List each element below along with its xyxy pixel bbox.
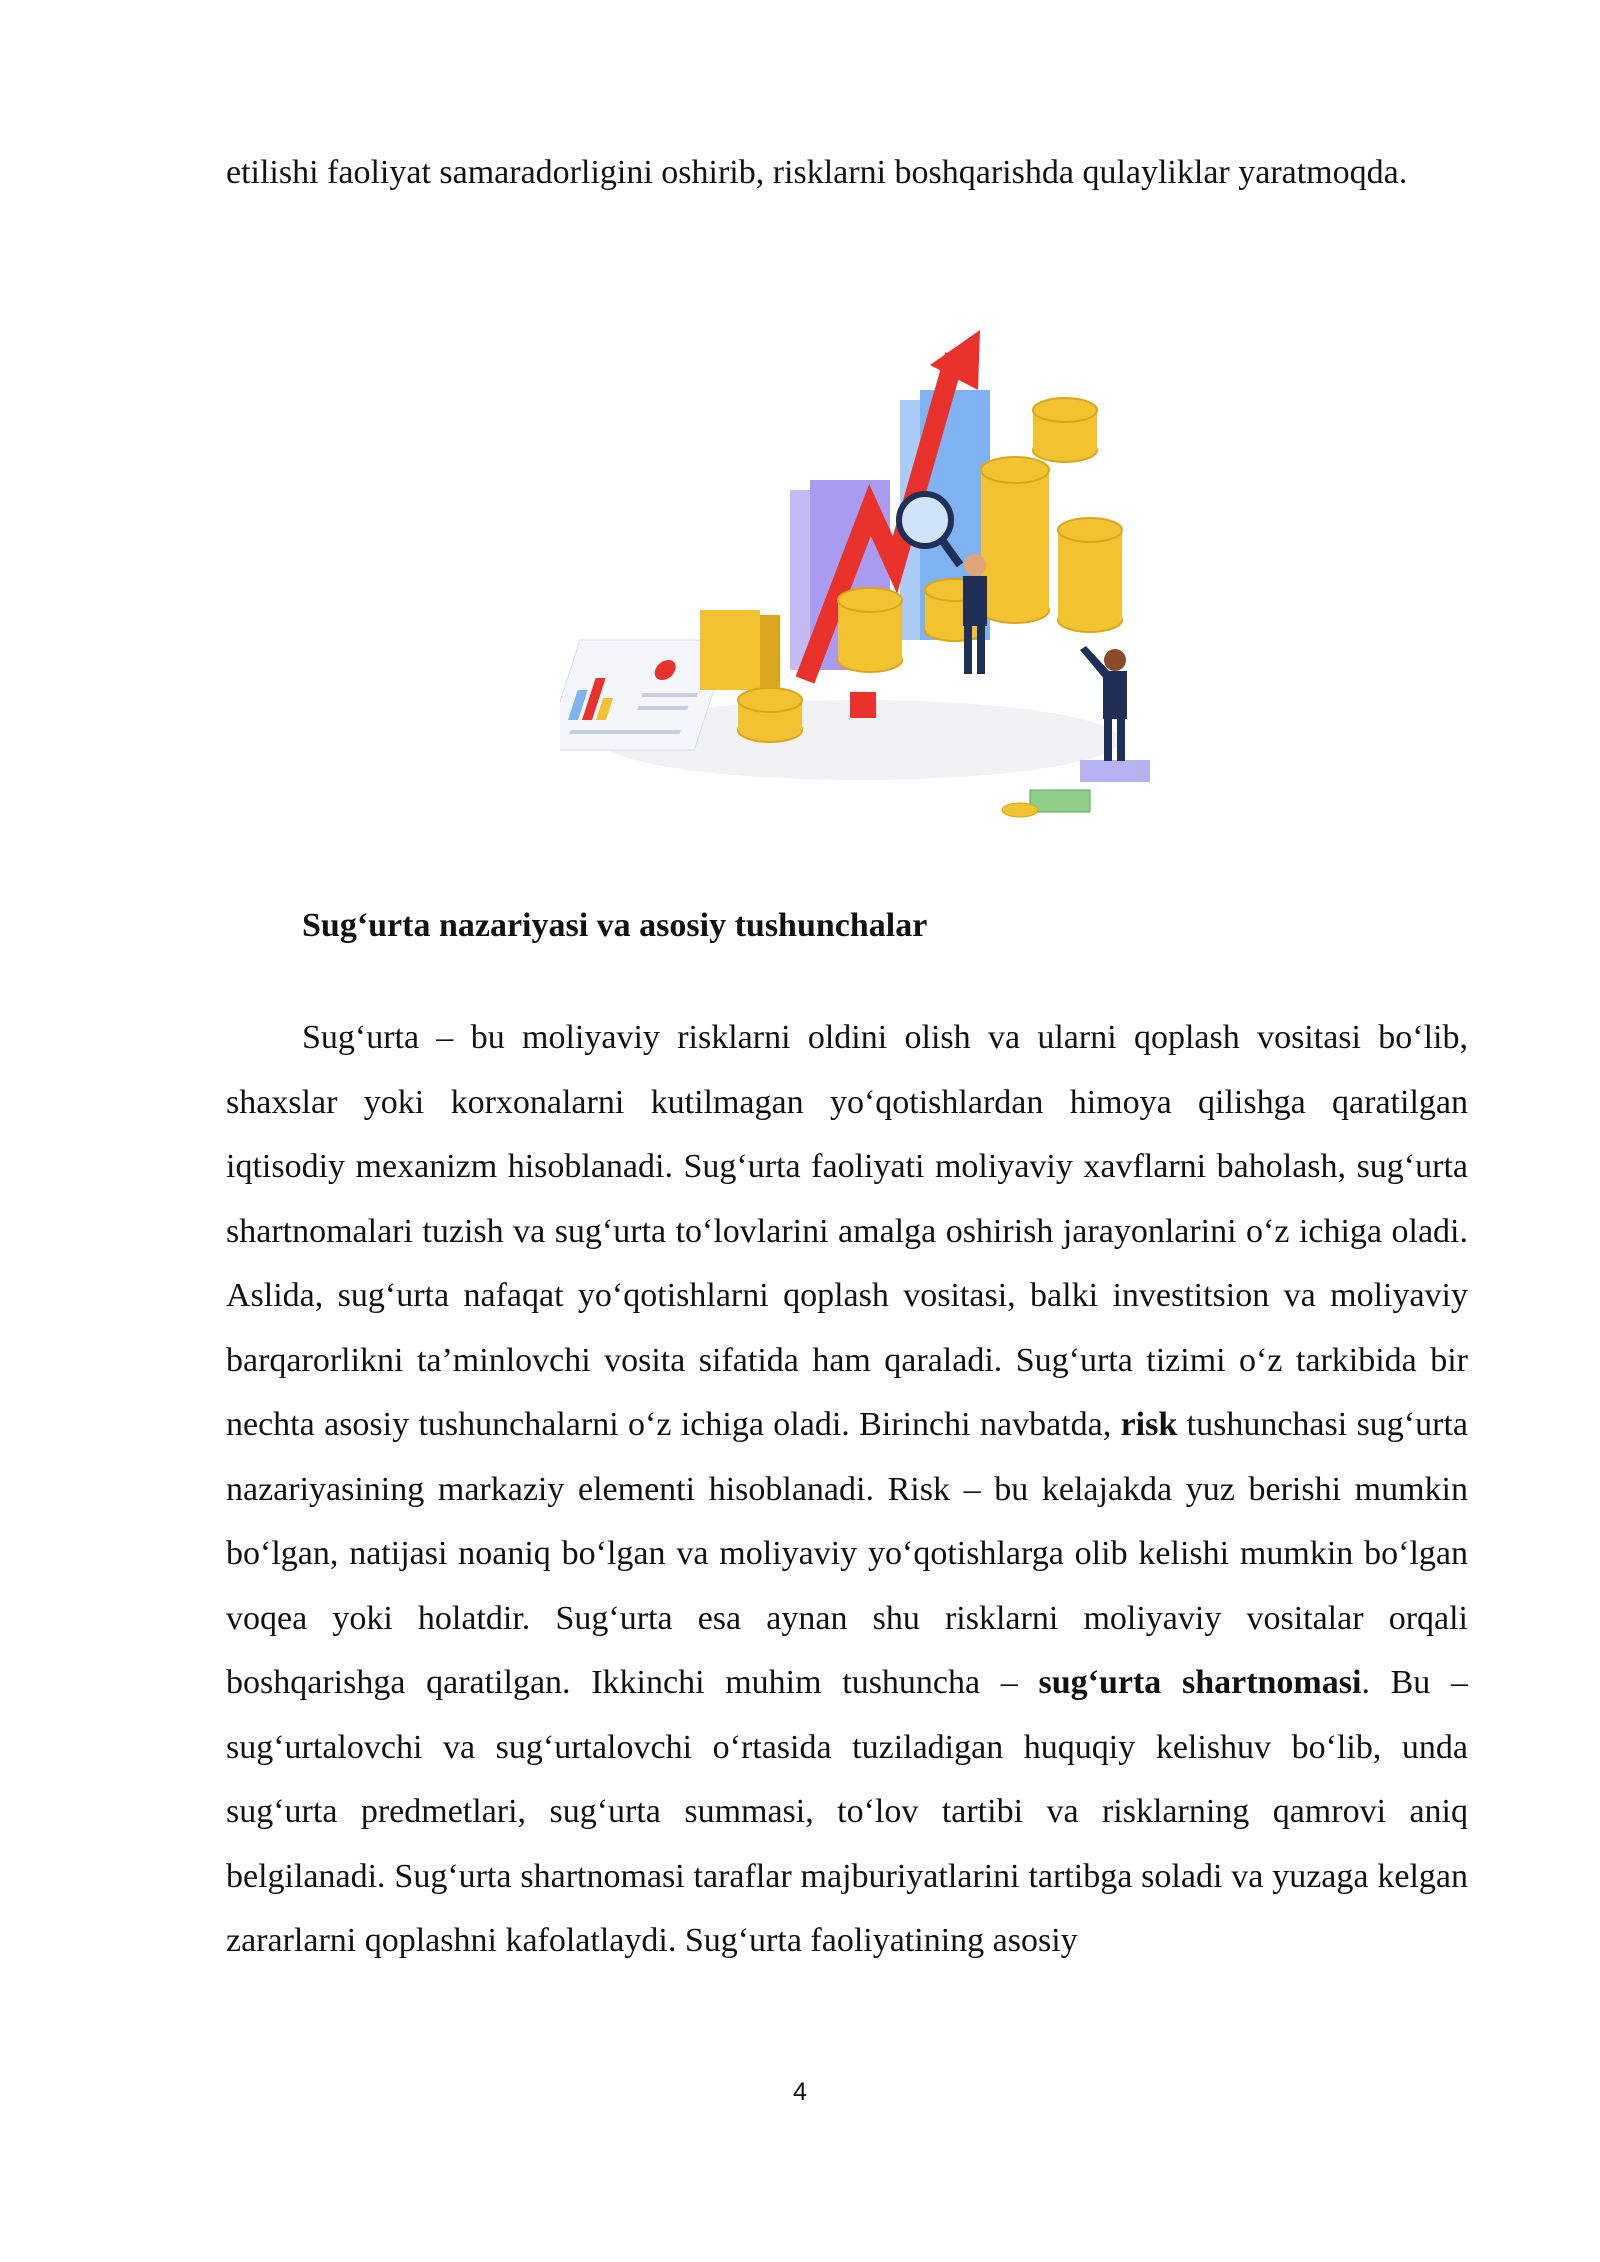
body-text-part: . Bu – sug‘urtalovchi va sug‘urtalovchi o‘rtasida tuziladigan huquqiy kelishuv bo‘lib, unda sug‘urta predmetlari, sug‘urta summasi, to‘lov tartibi va risklarning qamrovi aniq belgilanadi. Sug‘urta shartnomasi taraflar majburiyatlarini tartibga soladi va yuzaga kelgan zararlarni qoplashni kafolatlaydi. Sug‘urta faoliyatining asosiy	[226, 1664, 1468, 1959]
body-text-part: tushunchasi sug‘urta nazariyasining markaziy elementi hisoblanadi. Risk – bu kelajakda yuz berishi mumkin bo‘lgan, natijasi noaniq bo‘lgan va moliyaviy yo‘qotishlarga olib kelishi mumkin bo‘lgan voqea yoki holatdir. Sug‘urta esa aynan shu risklarni moliyaviy vositalar orqali boshqarishga qaratilgan. Ikkinchi muhim tushuncha –	[226, 1406, 1468, 1701]
paragraph-top: etilishi faoliyat samaradorligini oshirib, risklarni boshqarishda qulayliklar yaratmoqda.	[226, 154, 1408, 191]
finance-growth-illustration-icon	[560, 320, 1210, 860]
body-text-part: Sug‘urta – bu moliyaviy risklarni oldini olish va ularni qoplash vositasi bo‘lib, shaxslar yoki korxonalarni kutilmagan yo‘qotishlardan himoya qilishga qaratilgan iqtisodiy mexanizm hisoblanadi. Sug‘urta faoliyati moliyaviy xavflarni baholash, sug‘urta shartnomalari tuzish va sug‘urta to‘lovlarini amalga oshirish jarayonlarini o‘z ichiga oladi. Aslida, sug‘urta nafaqat yo‘qotishlarni qoplash vositasi, balki investitsion va moliyaviy barqarorlikni ta’minlovchi vosita sifatida ham qaraladi. Sug‘urta tizimi o‘z tarkibida bir nechta asosiy tushunchalarni o‘z ichiga oladi. Birinchi navbatda,	[226, 1019, 1468, 1443]
bold-term-risk: risk	[1120, 1406, 1178, 1443]
bold-term-contract: sug‘urta shartnomasi	[1038, 1664, 1362, 1701]
body-paragraph	[226, 1006, 1468, 1974]
page-number: 4	[793, 2078, 807, 2106]
section-heading: Sug‘urta nazariyasi va asosiy tushunchalar	[302, 907, 928, 944]
